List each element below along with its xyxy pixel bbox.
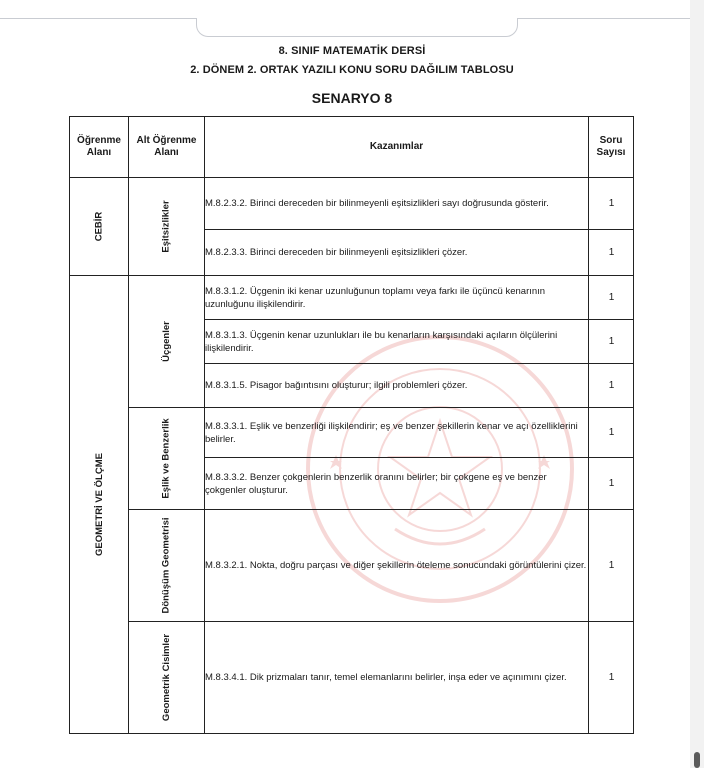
kazanim-cell: M.8.3.2.1. Nokta, doğru parçası ve diğer şekillerin öteleme sonucundaki görüntülerini çizer. (205, 560, 587, 571)
scrollbar-thumb[interactable] (694, 752, 700, 768)
soru-sayisi-cell: 1 (608, 292, 615, 303)
header-soru-sayisi: Soru Sayısı (596, 135, 626, 158)
sub-area-geometrik-cisimler (129, 622, 204, 733)
learning-area-label: GEOMETRİ VE ÖLÇME (93, 453, 105, 556)
sub-area-eslik-benzerlik (129, 408, 204, 509)
kazanim-cell: M.8.3.3.2. Benzer çokgenlerin benzerlik oranını belirler; bir çokgene eş ve benzer çokgenler oluşturur. (205, 471, 547, 496)
sub-area-esitsizlikler (129, 178, 204, 275)
soru-sayisi-cell: 1 (608, 336, 615, 347)
header-alt-ogrenme-alani: Alt Öğrenme Alanı (136, 135, 197, 158)
sub-area-label: Dönüşüm Geometrisi (161, 517, 173, 614)
topic-distribution-table (69, 116, 634, 734)
scenario-title: SENARYO 8 (311, 90, 393, 106)
kazanim-cell: M.8.3.4.1. Dik prizmaları tanır, temel elemanlarını belirler, inşa eder ve açınımını çizer. (205, 672, 567, 683)
sub-area-label: Üçgenler (161, 321, 172, 362)
soru-sayisi-cell: 1 (608, 247, 615, 258)
soru-sayisi-cell: 1 (608, 380, 615, 391)
kazanim-cell: M.8.3.1.2. Üçgenin iki kenar uzunluğunun toplamı veya farkı ile üçüncü kenarının uzunluğunu ilişkilendirir. (205, 285, 546, 310)
scrollbar-track[interactable] (690, 0, 704, 768)
soru-sayisi-cell: 1 (608, 672, 615, 683)
sub-area-donusum-geometrisi (129, 510, 204, 621)
sub-area-label: Geometrik Cisimler (161, 633, 172, 722)
kazanim-cell: M.8.2.3.2. Birinci dereceden bir bilinmeyenli eşitsizlikleri sayı doğrusunda gösterir. (205, 198, 549, 209)
document-title-line-1: 8. SINIF MATEMATİK DERSİ (278, 45, 426, 57)
learning-area-geometri (70, 276, 128, 733)
soru-sayisi-cell: 1 (608, 560, 615, 571)
header-ogrenme-alani: Öğrenme Alanı (77, 135, 121, 158)
learning-area-cebir (70, 178, 128, 275)
sub-area-ucgenler (129, 276, 204, 407)
soru-sayisi-cell: 1 (608, 198, 615, 209)
sub-area-label: Eşlik ve Benzerlik (161, 418, 172, 499)
kazanim-cell: M.8.3.1.5. Pisagor bağıntısını oluşturur; ilgili problemleri çözer. (205, 380, 468, 391)
viewer-tab-handle[interactable] (196, 18, 518, 37)
header-kazanimlar: Kazanımlar (369, 141, 424, 152)
kazanim-cell: M.8.3.1.3. Üçgenin kenar uzunlukları ile bu kenarların karşısındaki açıların ölçülerini ilişkilendirir. (205, 329, 558, 354)
kazanim-cell: M.8.2.3.3. Birinci dereceden bir bilinmeyenli eşitsizlikleri çözer. (205, 247, 468, 258)
soru-sayisi-cell: 1 (608, 478, 615, 489)
soru-sayisi-cell: 1 (608, 427, 615, 438)
sub-area-label: Eşitsizlikler (161, 200, 172, 253)
document-title-line-2: 2. DÖNEM 2. ORTAK YAZILI KONU SORU DAĞILIM TABLOSU (190, 64, 514, 76)
kazanim-cell: M.8.3.3.1. Eşlik ve benzerliği ilişkilendirir; eş ve benzer şekillerin kenar ve açı özelliklerini belirler. (205, 420, 578, 445)
learning-area-label: CEBİR (93, 211, 105, 242)
